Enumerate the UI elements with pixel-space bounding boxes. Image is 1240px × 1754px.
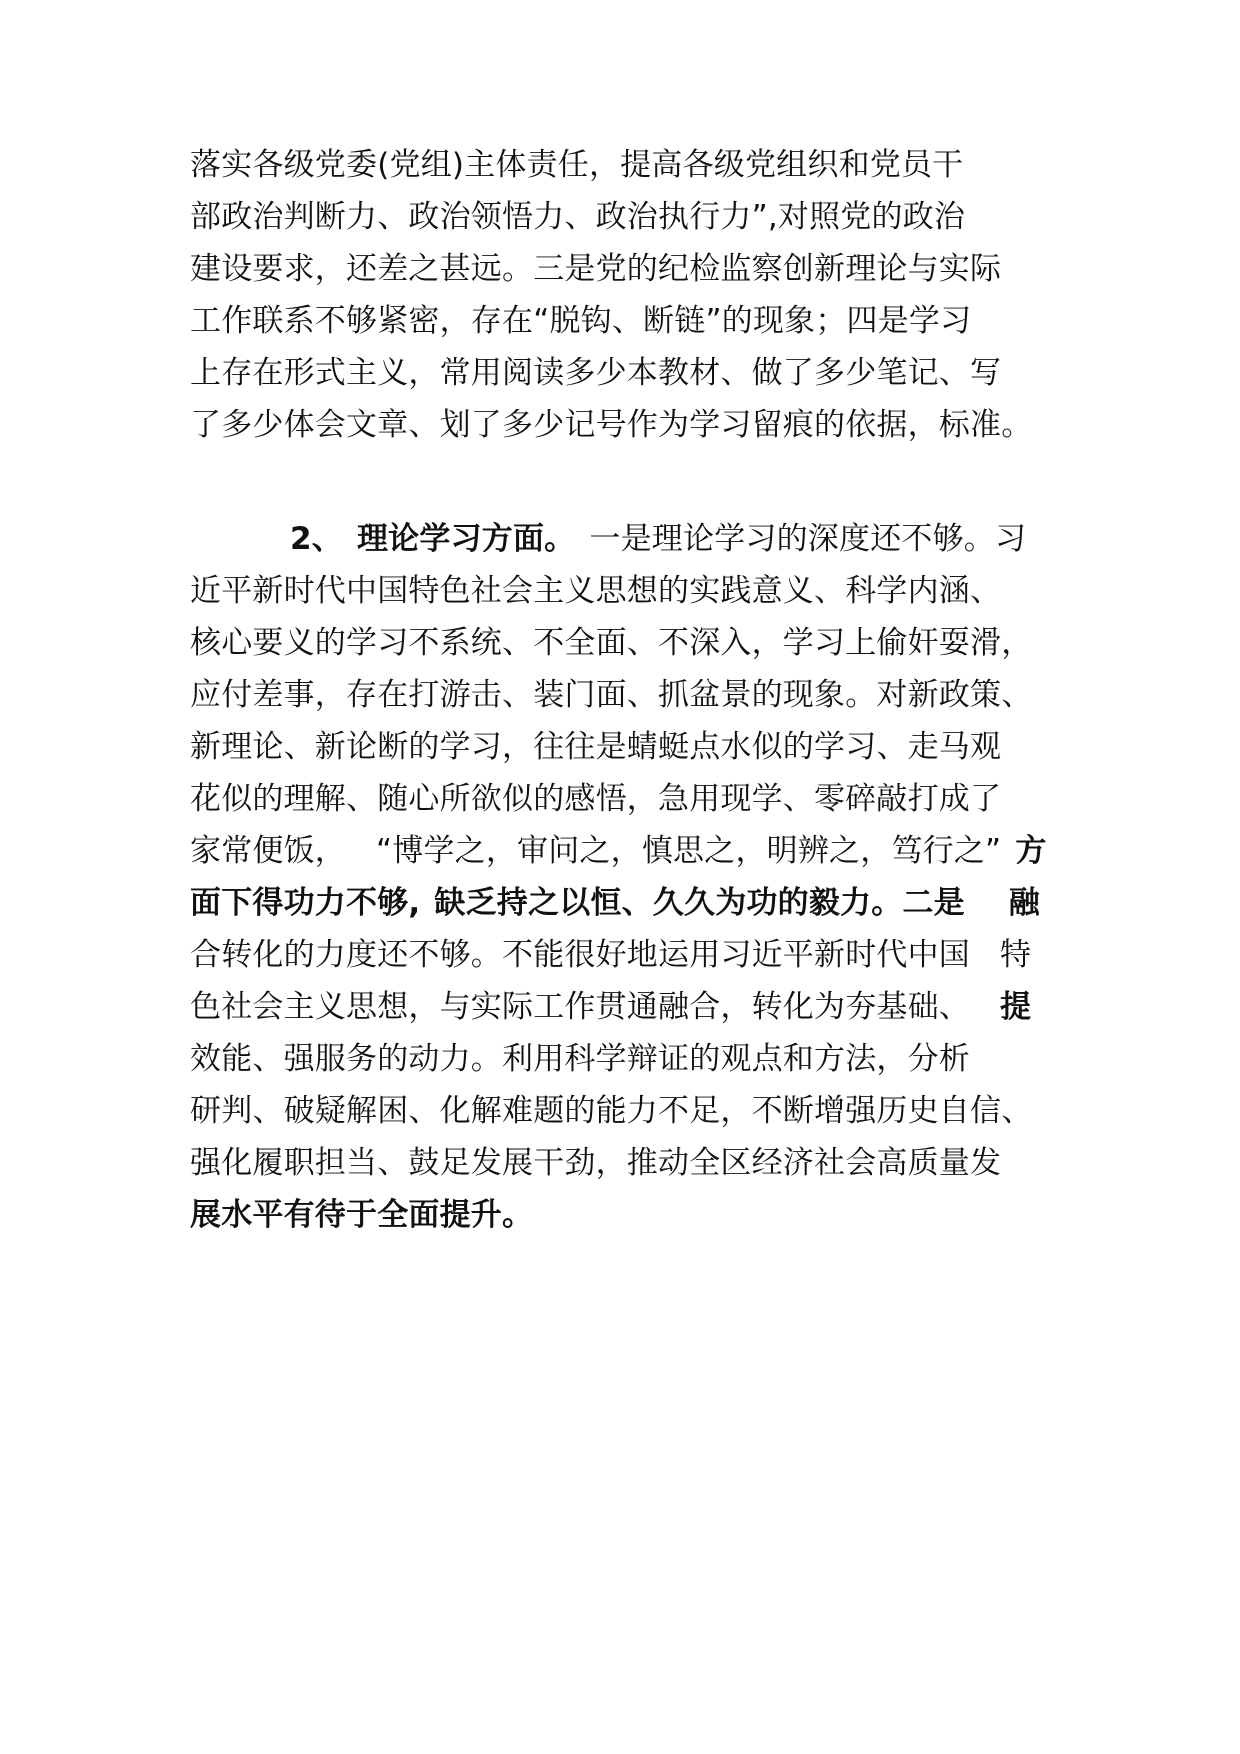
paragraph-line: 上存在形式主义，常用阅读多少本教材、做了多少笔记、写 [190,355,1002,391]
paragraph-line: 了多少体会文章、划了多少记号作为学习留痕的依据，标准。 [190,407,1033,443]
paragraph-line: 落实各级党委(党组)主体责任，提高各级党组织和党员干 [190,147,964,183]
line-segment: 合转化的力度还不够。不能很好地运用习近平新时代中国 [190,937,970,973]
paragraph-line: 核心要义的学习不系统、不全面、不深入，学习上偷奸耍滑， [190,625,1033,661]
line-segment: 融 [1008,885,1040,921]
paragraph-line: 展水平有待于全面提升。 [190,1197,534,1233]
paragraph-line: 研判、破疑解困、化解难题的能力不足，不断增强历史自信、 [190,1093,1033,1129]
line-segment: 方 [1015,833,1047,869]
paragraph-line: 部政治判断力、政治领悟力、政治执行力”,对照党的政治 [190,199,966,235]
line-segment: 特 [1000,937,1032,973]
section-text: 一是理论学习的深度还不够。习 [589,521,1027,557]
paragraph-line: 花似的理解、随心所欲似的感悟，急用现学、零碎敲打成了 [190,781,1002,817]
line-segment: 缺乏持之以恒、久久为功的毅力。二是 [434,885,965,921]
paragraph-line [190,987,1031,1027]
paragraph-line [190,831,1047,871]
line-segment: 面下得功力不够, [190,885,421,921]
paragraph-line [190,883,1040,923]
section-heading-line [190,519,1026,559]
paragraph-line: 近平新时代中国特色社会主义思想的实践意义、科学内涵、 [190,573,1002,609]
paragraph-line: 强化履职担当、鼓足发展干劲，推动全区经济社会高质量发 [190,1145,1002,1181]
paragraph-line: 新理论、新论断的学习，往往是蜻蜓点水似的学习、走马观 [190,729,1002,765]
line-segment: 家常便饭， [190,833,346,869]
line-segment: 提 [1000,989,1032,1025]
paragraph-line: 效能、强服务的动力。利用科学辩证的观点和方法，分析 [190,1041,970,1077]
paragraph-line: 建设要求，还差之甚远。三是党的纪检监察创新理论与实际 [190,251,1002,287]
section-number: 2、 [290,521,343,557]
paragraph-line: 应付差事，存在打游击、装门面、抓盆景的现象。对新政策、 [190,677,1033,713]
paragraph-line [190,935,1031,975]
quote-segment: “博学之，审问之，慎思之，明辨之，笃行之” [376,833,1002,869]
paragraph-line: 工作联系不够紧密，存在“脱钩、断链”的现象；四是学习 [190,303,972,339]
section-heading: 理论学习方面。 [356,521,576,557]
line-segment: 色社会主义思想，与实际工作贯通融合，转化为夯基础、 [190,989,970,1025]
